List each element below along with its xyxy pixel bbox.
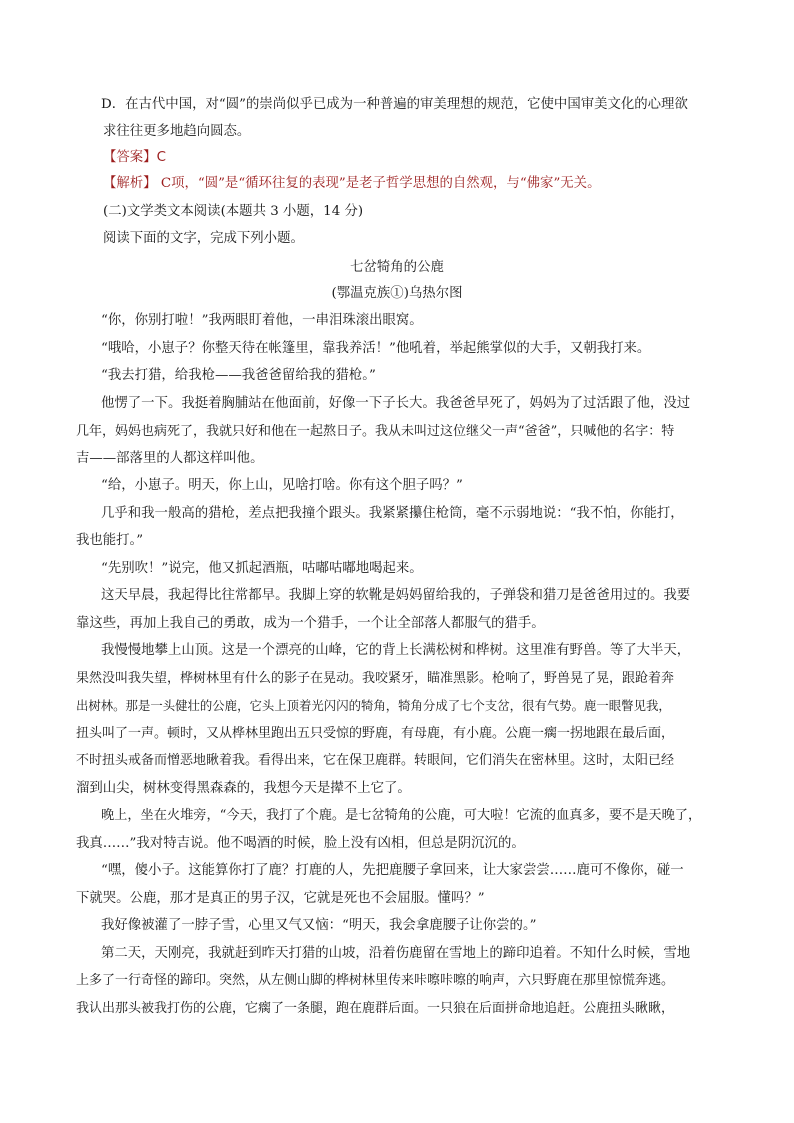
section-heading: (二)文学类文本阅读(本题共 3 小题，14 分) [103,204,364,219]
story-line: 我慢慢地攀上山顶。这是一个漂亮的山峰，它的背上长满松树和桦树。这里准有野兽。等了大半天， [101,643,691,658]
story-line: 溜到山尖，树林变得黑森森的，我想今天是撵不上它了。 [76,781,411,796]
story-line: “你，你别打啦！”我两眼盯着他，一串泪珠滚出眼窝。 [101,313,423,328]
story-line: 几年，妈妈也病死了，我就只好和他在一起熬日子。我从未叫过这位继父一声“爸爸”，只喊他的名字：特 [76,424,675,439]
story-line: 这天早晨，我起得比往常都早。我脚上穿的软靴是妈妈留给我的，子弹袋和猎刀是爸爸用过的。我要 [101,588,691,603]
question-d-line-2: 求往往更多地趋向圆态。 [103,124,251,139]
story-line: “哦哈，小崽子？你整天待在帐篷里，靠我养活！”他吼着，举起熊掌似的大手，又朝我打来。 [101,341,651,356]
story-line: 第二天，天刚亮，我就赶到昨天打猎的山坡，沿着伤鹿留在雪地上的蹄印追着。不知什么时候，雪地 [101,946,691,961]
story-line: 靠这些，再加上我自己的勇敢，成为一个猎手，一个让全部落人都服气的猎手。 [76,616,545,631]
story-line: 果然没叫我失望，桦树林里有什么的影子在晃动。我咬紧牙，瞄准黑影。枪响了，野兽晃了晃，跟跄着奔 [76,671,675,686]
story-line: “嘿，傻小子。这能算你打了鹿？打鹿的人，先把鹿腰子拿回来，让大家尝尝……鹿可不像你，碰一 [101,863,684,878]
story-author: (鄂温克族①)乌热尔图 [331,286,463,301]
analysis-label: 【解析】 [103,176,157,191]
story-line: 几乎和我一般高的猎枪，差点把我撞个跟头。我紧紧攥住枪筒，毫不示弱地说：“我不怕，你能打， [101,506,684,521]
story-line: 吉——部落里的人都这样叫他。 [76,451,264,466]
story-line: “先别吹！”说完，他又抓起酒瓶，咕嘟咕嘟地喝起来。 [101,561,423,576]
story-line: 我认出那头被我打伤的公鹿，它瘸了一条腿，跑在鹿群后面。一只狼在后面拼命地追赶。公鹿扭头瞅瞅， [76,1001,675,1016]
story-line: 我也能打。” [76,533,144,548]
story-line: 晚上，坐在火堆旁，“今天，我打了个鹿。是七岔犄角的公鹿，可大啦！它流的血真多，要不是天晚了， [101,808,701,823]
reading-instruction: 阅读下面的文字，完成下列小题。 [103,231,304,246]
answer-value: C [156,150,166,165]
story-line: “给，小崽子。明天，你上山，见啥打啥。你有这个胆子吗？” [101,478,463,493]
answer-line [103,148,703,168]
story-line: 他愣了一下。我挺着胸脯站在他面前，好像一下子长大。我爸爸早死了，妈妈为了过活跟了他，没过 [101,396,691,411]
story-line: 上多了一行奇怪的蹄印。突然，从左侧山脚的桦树林里传来咔嚓咔嚓的响声，六只野鹿在那里惊慌奔逃。 [76,973,675,988]
story-line: 出树林。那是一头健壮的公鹿，它头上顶着光闪闪的犄角，犄角分成了七个支岔，很有气势。鹿一眼瞥见我， [76,698,671,713]
question-d-line-1: D．在古代中国，对“圆”的崇尚似乎已成为一种普遍的审美理想的规范，它使中国审美文化的心理欲 [101,97,688,112]
story-line: 我好像被灌了一脖子雪，心里又气又恼：“明天，我会拿鹿腰子让你尝的。” [101,918,537,933]
story-title: 七岔犄角的公鹿 [350,260,444,275]
analysis-text: C项，“圆”是“循环往复的表现”是老子哲学思想的自然观，与“佛家”无关。 [156,176,601,191]
story-line: 我真……”我对特吉说。他不喝酒的时候，脸上没有凶相，但总是阴沉沉的。 [76,836,525,851]
story-line: 下就哭。公鹿，那才是真正的男子汉，它就是死也不会屈服。懂吗？” [76,891,485,906]
story-line: 扭头叫了一声。顿时，又从桦林里跑出五只受惊的野鹿，有母鹿，有小鹿。公鹿一瘸一拐地跟在最后面， [76,726,675,741]
analysis-line [103,174,703,194]
story-line: 不时扭头戒备而憎恶地瞅着我。看得出来，它在保卫鹿群。转眼间，它们消失在密林里。这时，太阳已经 [76,753,675,768]
answer-label: 【答案】 [103,150,157,165]
story-line: “我去打猎，给我枪——我爸爸留给我的猎枪。” [101,368,376,383]
